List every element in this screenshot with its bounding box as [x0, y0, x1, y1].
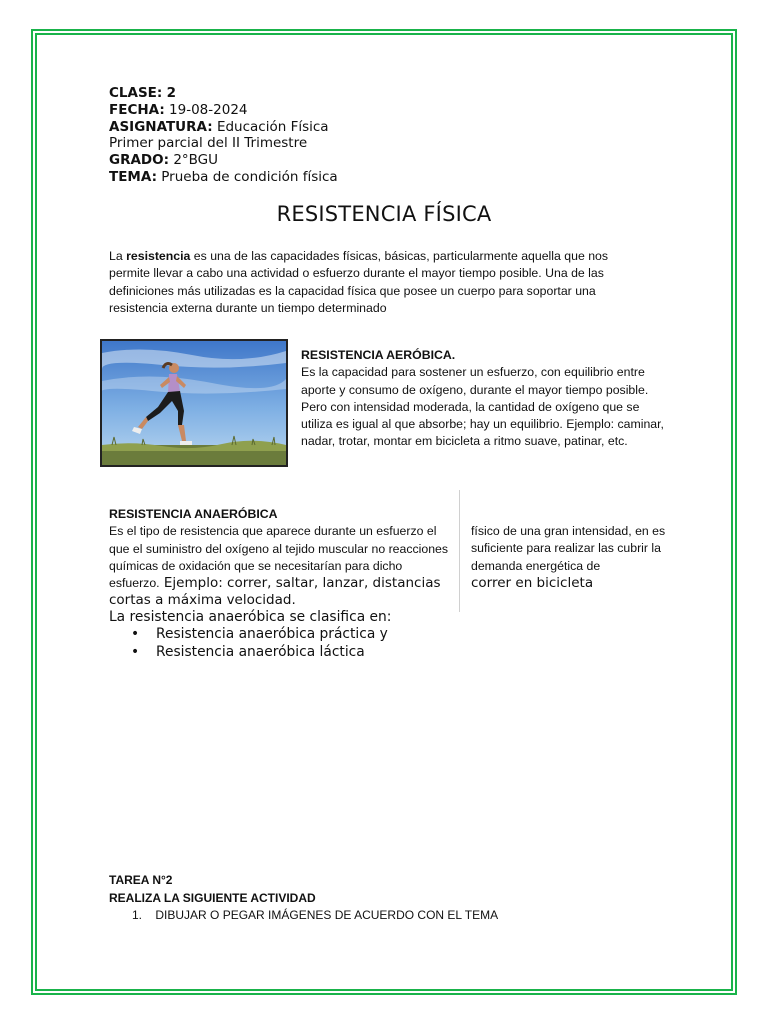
homework-title: TAREA N°2	[109, 873, 173, 887]
parcial-line: Primer parcial del II Trimestre	[109, 135, 308, 152]
anaerobic-column-two-big: correr en bicicleta	[471, 574, 594, 591]
bullet-icon: •	[131, 626, 140, 643]
aerobic-heading: RESISTENCIA AERÓBICA.	[301, 348, 456, 362]
bullet-icon: •	[131, 643, 140, 660]
homework-item: 1. DIBUJAR O PEGAR IMÁGENES DE ACUERDO CON EL TEMA	[132, 908, 499, 922]
homework-block	[109, 872, 498, 925]
list-item: • Resistencia anaeróbica práctica y	[131, 626, 388, 643]
anaerobic-example: Ejemplo: correr, saltar, lanzar, distancias cortas a máxima velocidad.	[109, 575, 441, 609]
tema-line: TEMA: Prueba de condición física	[109, 168, 338, 185]
anaerobic-heading: RESISTENCIA ANAERÓBICA	[109, 507, 278, 521]
intro-paragraph: La resistencia es una de las capacidades físicas, básicas, particularmente aquella que nos permite llevar a cabo una actividad o esfuerzo durante el mayor tiempo posible. Una de las definiciones más utilizadas es la capacidad física que posee un cuerpo para soportar una resistencia externa durante un tiempo determinado	[109, 249, 609, 315]
page-title: RESISTENCIA FÍSICA	[276, 202, 492, 226]
anaerobic-column-two: físico de una gran intensidad, en es suficiente para realizar las cubrir la demanda energética de correr en bicicleta	[471, 524, 666, 591]
classification-intro: La resistencia anaeróbica se clasifica en:	[109, 609, 392, 625]
homework-subtitle: REALIZA LA SIGUIENTE ACTIVIDAD	[109, 890, 316, 905]
aerobic-text: Es la capacidad para sostener un esfuerzo, con equilibrio entre aporte y consumo de oxígeno, durante el mayor tiempo posible. Pero con intensidad moderada, la cantidad de oxígeno que se utiliza es igual al que absorbe; hay un equilibrio. Ejemplo: caminar, nadar, trotar, montar em bicicleta a ritmo suave, patinar, etc.	[301, 365, 664, 449]
grado-line: GRADO: 2°BGU	[109, 152, 219, 169]
runner-photo	[100, 339, 288, 467]
aerobic-section	[301, 347, 671, 451]
anaerobic-section	[109, 506, 454, 610]
anaerobic-text: Es el tipo de resistencia que aparece durante un esfuerzo el que el suministro del oxígeno al tejido muscular no reacciones químicas de oxidación que se necesitarían para dicho esfuerzo. Ejemplo: correr, saltar, lanzar, distancias cortas a máxima velocidad.	[109, 524, 449, 609]
classification-list	[109, 626, 391, 661]
fecha-line: FECHA: 19-08-2024	[109, 101, 248, 118]
classification-block	[109, 609, 391, 661]
column-divider	[459, 490, 460, 612]
asignatura-line: ASIGNATURA: Educación Física	[109, 118, 329, 135]
document-header	[109, 85, 338, 186]
clase-line: CLASE: 2	[109, 85, 177, 101]
list-item: • Resistencia anaeróbica láctica	[131, 643, 365, 660]
